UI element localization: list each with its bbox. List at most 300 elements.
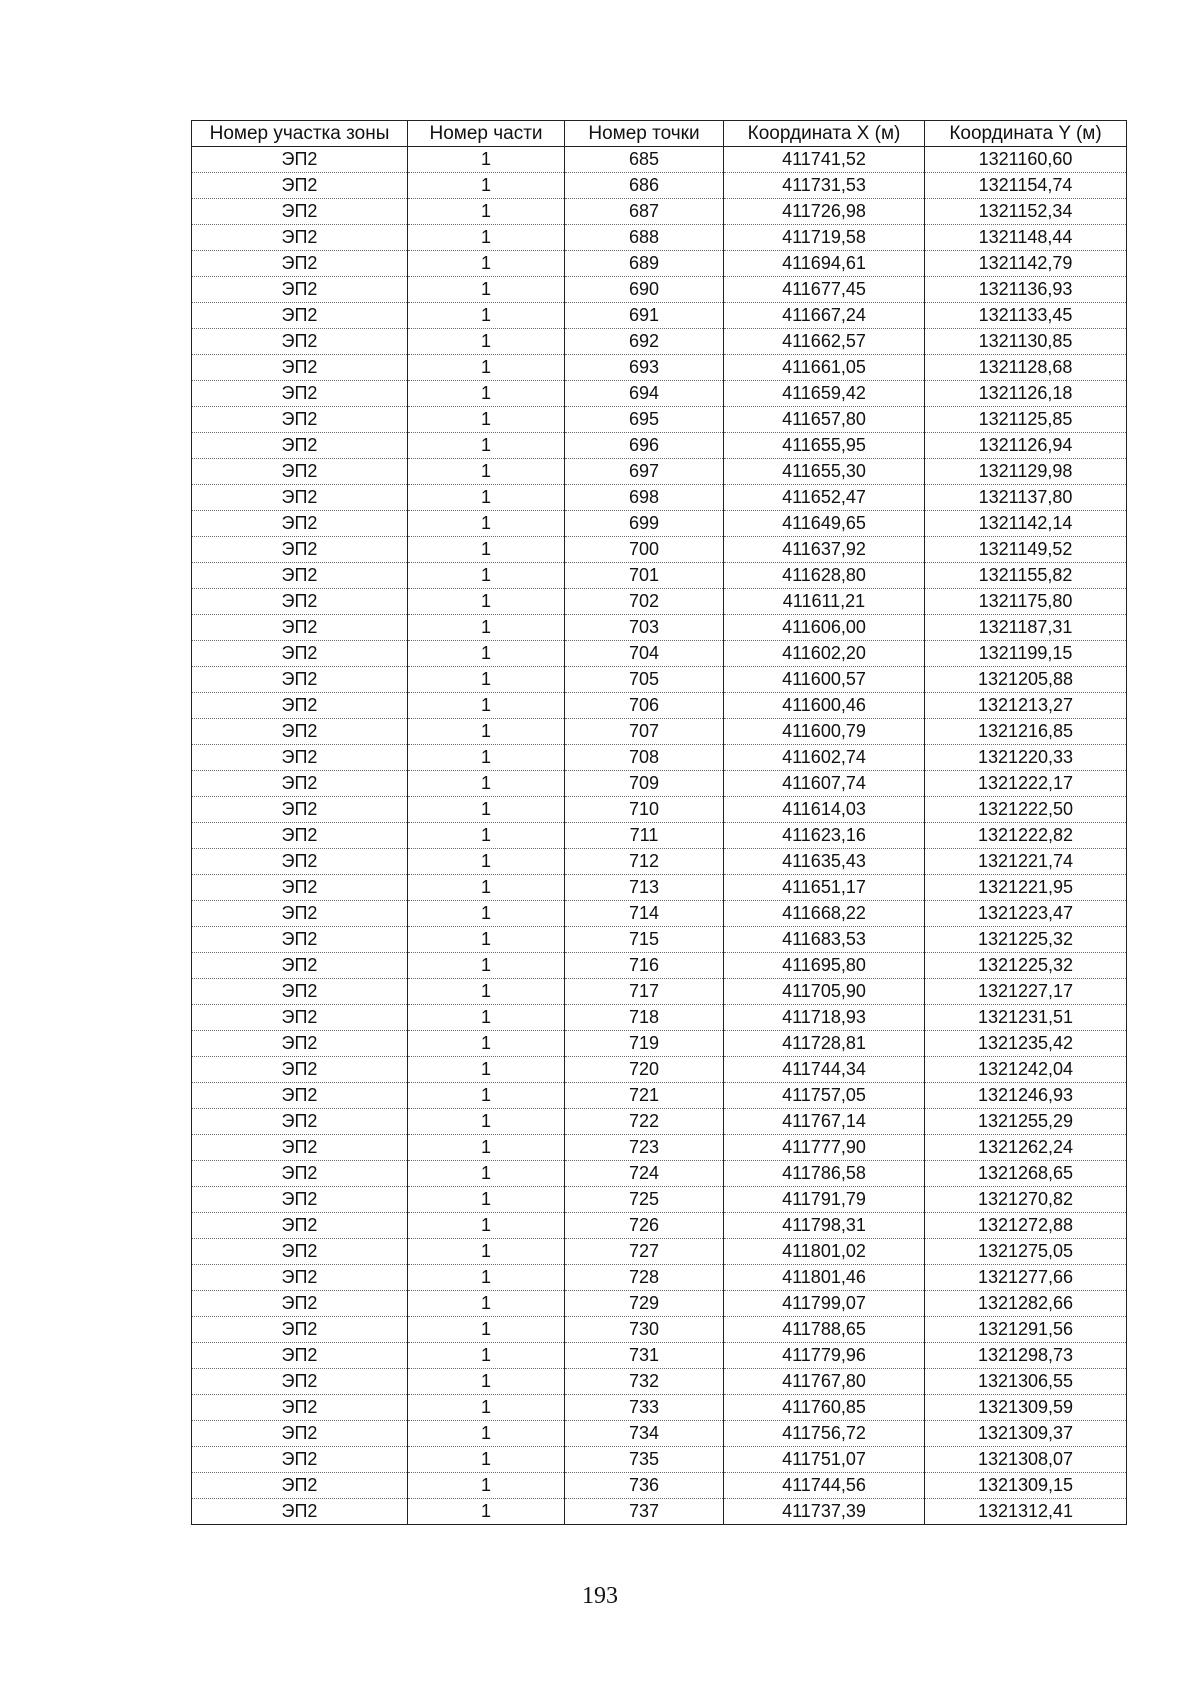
cell-coordinate-y: 1321225,32: [925, 927, 1127, 953]
cell-coordinate-y: 1321291,56: [925, 1317, 1127, 1343]
cell-coordinate-y: 1321262,24: [925, 1135, 1127, 1161]
cell-coordinate-y: 1321155,82: [925, 563, 1127, 589]
cell-coordinate-x: 411602,74: [724, 745, 925, 771]
cell-point-number: 707: [565, 719, 724, 745]
cell-coordinate-x: 411741,52: [724, 147, 925, 173]
cell-coordinate-y: 1321298,73: [925, 1343, 1127, 1369]
cell-coordinate-x: 411600,57: [724, 667, 925, 693]
cell-coordinate-y: 1321222,17: [925, 771, 1127, 797]
cell-coordinate-x: 411652,47: [724, 485, 925, 511]
cell-part-number: 1: [408, 1395, 565, 1421]
cell-coordinate-x: 411655,30: [724, 459, 925, 485]
cell-zone-section: ЭП2: [192, 485, 408, 511]
cell-zone-section: ЭП2: [192, 1161, 408, 1187]
cell-zone-section: ЭП2: [192, 1473, 408, 1499]
cell-part-number: 1: [408, 277, 565, 303]
cell-part-number: 1: [408, 1135, 565, 1161]
cell-part-number: 1: [408, 901, 565, 927]
cell-zone-section: ЭП2: [192, 329, 408, 355]
cell-zone-section: ЭП2: [192, 1005, 408, 1031]
cell-part-number: 1: [408, 693, 565, 719]
cell-part-number: 1: [408, 1265, 565, 1291]
cell-coordinate-x: 411731,53: [724, 173, 925, 199]
cell-coordinate-y: 1321309,15: [925, 1473, 1127, 1499]
cell-part-number: 1: [408, 303, 565, 329]
cell-point-number: 734: [565, 1421, 724, 1447]
cell-coordinate-x: 411744,34: [724, 1057, 925, 1083]
cell-part-number: 1: [408, 225, 565, 251]
cell-zone-section: ЭП2: [192, 381, 408, 407]
cell-point-number: 695: [565, 407, 724, 433]
cell-coordinate-y: 1321235,42: [925, 1031, 1127, 1057]
cell-coordinate-y: 1321220,33: [925, 745, 1127, 771]
cell-coordinate-y: 1321216,85: [925, 719, 1127, 745]
cell-part-number: 1: [408, 927, 565, 953]
cell-coordinate-x: 411744,56: [724, 1473, 925, 1499]
cell-zone-section: ЭП2: [192, 355, 408, 381]
table-row: [192, 1213, 1127, 1239]
cell-zone-section: ЭП2: [192, 797, 408, 823]
cell-part-number: 1: [408, 1343, 565, 1369]
cell-coordinate-x: 411760,85: [724, 1395, 925, 1421]
cell-point-number: 711: [565, 823, 724, 849]
cell-coordinate-x: 411637,92: [724, 537, 925, 563]
cell-part-number: 1: [408, 1291, 565, 1317]
cell-point-number: 706: [565, 693, 724, 719]
cell-part-number: 1: [408, 1213, 565, 1239]
cell-zone-section: ЭП2: [192, 173, 408, 199]
cell-coordinate-x: 411695,80: [724, 953, 925, 979]
cell-point-number: 696: [565, 433, 724, 459]
table-row: [192, 615, 1127, 641]
cell-coordinate-y: 1321227,17: [925, 979, 1127, 1005]
cell-coordinate-x: 411694,61: [724, 251, 925, 277]
cell-part-number: 1: [408, 1369, 565, 1395]
cell-point-number: 702: [565, 589, 724, 615]
cell-part-number: 1: [408, 979, 565, 1005]
cell-zone-section: ЭП2: [192, 1187, 408, 1213]
cell-part-number: 1: [408, 1239, 565, 1265]
table-row: [192, 277, 1127, 303]
cell-part-number: 1: [408, 563, 565, 589]
cell-coordinate-x: 411799,07: [724, 1291, 925, 1317]
cell-zone-section: ЭП2: [192, 745, 408, 771]
cell-point-number: 717: [565, 979, 724, 1005]
cell-coordinate-x: 411767,14: [724, 1109, 925, 1135]
cell-point-number: 736: [565, 1473, 724, 1499]
cell-coordinate-x: 411611,21: [724, 589, 925, 615]
cell-point-number: 737: [565, 1499, 724, 1525]
cell-point-number: 716: [565, 953, 724, 979]
cell-part-number: 1: [408, 615, 565, 641]
table-row: [192, 641, 1127, 667]
cell-coordinate-y: 1321199,15: [925, 641, 1127, 667]
cell-coordinate-y: 1321149,52: [925, 537, 1127, 563]
cell-point-number: 732: [565, 1369, 724, 1395]
cell-point-number: 693: [565, 355, 724, 381]
cell-zone-section: ЭП2: [192, 1213, 408, 1239]
cell-point-number: 718: [565, 1005, 724, 1031]
cell-zone-section: ЭП2: [192, 1317, 408, 1343]
cell-part-number: 1: [408, 1187, 565, 1213]
cell-zone-section: ЭП2: [192, 199, 408, 225]
table-row: [192, 1109, 1127, 1135]
table-row: [192, 537, 1127, 563]
cell-point-number: 694: [565, 381, 724, 407]
cell-coordinate-x: 411649,65: [724, 511, 925, 537]
table-row: [192, 173, 1127, 199]
table-row: [192, 1421, 1127, 1447]
cell-coordinate-y: 1321222,82: [925, 823, 1127, 849]
cell-coordinate-y: 1321306,55: [925, 1369, 1127, 1395]
cell-zone-section: ЭП2: [192, 1291, 408, 1317]
cell-coordinate-x: 411600,46: [724, 693, 925, 719]
cell-zone-section: ЭП2: [192, 771, 408, 797]
cell-zone-section: ЭП2: [192, 1031, 408, 1057]
cell-coordinate-x: 411791,79: [724, 1187, 925, 1213]
cell-coordinate-y: 1321137,80: [925, 485, 1127, 511]
table-row: [192, 1369, 1127, 1395]
cell-zone-section: ЭП2: [192, 303, 408, 329]
cell-part-number: 1: [408, 797, 565, 823]
table-row: [192, 1473, 1127, 1499]
cell-coordinate-x: 411737,39: [724, 1499, 925, 1525]
cell-part-number: 1: [408, 875, 565, 901]
cell-part-number: 1: [408, 771, 565, 797]
coordinates-table: [191, 120, 1127, 1525]
cell-point-number: 704: [565, 641, 724, 667]
cell-coordinate-x: 411635,43: [724, 849, 925, 875]
cell-point-number: 729: [565, 1291, 724, 1317]
cell-zone-section: ЭП2: [192, 1265, 408, 1291]
table-row: [192, 1083, 1127, 1109]
cell-zone-section: ЭП2: [192, 589, 408, 615]
cell-point-number: 689: [565, 251, 724, 277]
table-row: [192, 1239, 1127, 1265]
cell-part-number: 1: [408, 823, 565, 849]
table-row: [192, 303, 1127, 329]
table-row: [192, 355, 1127, 381]
cell-part-number: 1: [408, 667, 565, 693]
cell-part-number: 1: [408, 407, 565, 433]
cell-coordinate-y: 1321309,37: [925, 1421, 1127, 1447]
cell-coordinate-y: 1321142,79: [925, 251, 1127, 277]
cell-point-number: 715: [565, 927, 724, 953]
cell-coordinate-y: 1321148,44: [925, 225, 1127, 251]
cell-coordinate-x: 411667,24: [724, 303, 925, 329]
cell-part-number: 1: [408, 719, 565, 745]
cell-part-number: 1: [408, 459, 565, 485]
header-coordinate-y: Координата Y (м): [925, 121, 1127, 147]
cell-coordinate-x: 411726,98: [724, 199, 925, 225]
cell-coordinate-y: 1321282,66: [925, 1291, 1127, 1317]
cell-coordinate-y: 1321272,88: [925, 1213, 1127, 1239]
cell-coordinate-x: 411728,81: [724, 1031, 925, 1057]
cell-coordinate-y: 1321275,05: [925, 1239, 1127, 1265]
cell-part-number: 1: [408, 1057, 565, 1083]
cell-coordinate-x: 411788,65: [724, 1317, 925, 1343]
cell-coordinate-x: 411677,45: [724, 277, 925, 303]
table-row: [192, 1291, 1127, 1317]
cell-coordinate-y: 1321205,88: [925, 667, 1127, 693]
table-row: [192, 459, 1127, 485]
cell-part-number: 1: [408, 849, 565, 875]
cell-coordinate-y: 1321242,04: [925, 1057, 1127, 1083]
cell-point-number: 709: [565, 771, 724, 797]
table-row: [192, 1005, 1127, 1031]
cell-zone-section: ЭП2: [192, 1057, 408, 1083]
table-row: [192, 1317, 1127, 1343]
cell-coordinate-x: 411657,80: [724, 407, 925, 433]
cell-coordinate-x: 411786,58: [724, 1161, 925, 1187]
cell-point-number: 728: [565, 1265, 724, 1291]
table-row: [192, 953, 1127, 979]
table-row: [192, 589, 1127, 615]
cell-zone-section: ЭП2: [192, 1499, 408, 1525]
cell-part-number: 1: [408, 1083, 565, 1109]
table-row: [192, 147, 1127, 173]
header-point-number: Номер точки: [565, 121, 724, 147]
cell-point-number: 722: [565, 1109, 724, 1135]
cell-point-number: 720: [565, 1057, 724, 1083]
cell-point-number: 700: [565, 537, 724, 563]
table-row: [192, 1343, 1127, 1369]
cell-zone-section: ЭП2: [192, 433, 408, 459]
cell-coordinate-x: 411757,05: [724, 1083, 925, 1109]
cell-point-number: 713: [565, 875, 724, 901]
cell-zone-section: ЭП2: [192, 1447, 408, 1473]
cell-coordinate-y: 1321142,14: [925, 511, 1127, 537]
cell-coordinate-x: 411751,07: [724, 1447, 925, 1473]
cell-coordinate-y: 1321225,32: [925, 953, 1127, 979]
cell-point-number: 703: [565, 615, 724, 641]
table-row: [192, 979, 1127, 1005]
cell-coordinate-x: 411662,57: [724, 329, 925, 355]
table-row: [192, 1135, 1127, 1161]
table-row: [192, 771, 1127, 797]
cell-point-number: 687: [565, 199, 724, 225]
cell-coordinate-y: 1321128,68: [925, 355, 1127, 381]
cell-zone-section: ЭП2: [192, 251, 408, 277]
cell-point-number: 691: [565, 303, 724, 329]
table-row: [192, 563, 1127, 589]
cell-part-number: 1: [408, 641, 565, 667]
cell-coordinate-x: 411668,22: [724, 901, 925, 927]
cell-coordinate-x: 411651,17: [724, 875, 925, 901]
cell-coordinate-x: 411767,80: [724, 1369, 925, 1395]
table-row: [192, 875, 1127, 901]
cell-part-number: 1: [408, 147, 565, 173]
table-row: [192, 1265, 1127, 1291]
cell-zone-section: ЭП2: [192, 537, 408, 563]
page-number: 193: [582, 1583, 618, 1609]
cell-point-number: 685: [565, 147, 724, 173]
cell-zone-section: ЭП2: [192, 147, 408, 173]
cell-coordinate-x: 411801,46: [724, 1265, 925, 1291]
cell-zone-section: ЭП2: [192, 1239, 408, 1265]
cell-part-number: 1: [408, 173, 565, 199]
cell-coordinate-x: 411756,72: [724, 1421, 925, 1447]
cell-coordinate-y: 1321308,07: [925, 1447, 1127, 1473]
table-row: [192, 849, 1127, 875]
cell-zone-section: ЭП2: [192, 1083, 408, 1109]
cell-part-number: 1: [408, 1317, 565, 1343]
table-row: [192, 1395, 1127, 1421]
cell-point-number: 690: [565, 277, 724, 303]
cell-coordinate-x: 411602,20: [724, 641, 925, 667]
cell-coordinate-x: 411798,31: [724, 1213, 925, 1239]
header-row: [192, 121, 1127, 147]
cell-point-number: 686: [565, 173, 724, 199]
table-row: [192, 719, 1127, 745]
table-row: [192, 485, 1127, 511]
cell-coordinate-y: 1321309,59: [925, 1395, 1127, 1421]
cell-point-number: 701: [565, 563, 724, 589]
table-row: [192, 745, 1127, 771]
cell-point-number: 714: [565, 901, 724, 927]
table-row: [192, 407, 1127, 433]
cell-coordinate-x: 411801,02: [724, 1239, 925, 1265]
cell-zone-section: ЭП2: [192, 407, 408, 433]
table-row: [192, 381, 1127, 407]
cell-part-number: 1: [408, 1421, 565, 1447]
table-row: [192, 1499, 1127, 1525]
cell-zone-section: ЭП2: [192, 563, 408, 589]
table-row: [192, 797, 1127, 823]
header-coordinate-x: Координата X (м): [724, 121, 925, 147]
table-row: [192, 1031, 1127, 1057]
cell-point-number: 724: [565, 1161, 724, 1187]
cell-coordinate-y: 1321213,27: [925, 693, 1127, 719]
table-row: [192, 1447, 1127, 1473]
cell-coordinate-x: 411600,79: [724, 719, 925, 745]
cell-point-number: 698: [565, 485, 724, 511]
cell-point-number: 712: [565, 849, 724, 875]
cell-coordinate-y: 1321129,98: [925, 459, 1127, 485]
cell-part-number: 1: [408, 1161, 565, 1187]
cell-coordinate-x: 411607,74: [724, 771, 925, 797]
cell-coordinate-y: 1321231,51: [925, 1005, 1127, 1031]
cell-zone-section: ЭП2: [192, 615, 408, 641]
cell-point-number: 725: [565, 1187, 724, 1213]
table-row: [192, 329, 1127, 355]
cell-zone-section: ЭП2: [192, 823, 408, 849]
cell-zone-section: ЭП2: [192, 979, 408, 1005]
cell-coordinate-y: 1321223,47: [925, 901, 1127, 927]
cell-coordinate-y: 1321126,18: [925, 381, 1127, 407]
cell-coordinate-y: 1321222,50: [925, 797, 1127, 823]
table-row: [192, 199, 1127, 225]
cell-part-number: 1: [408, 1499, 565, 1525]
cell-coordinate-y: 1321133,45: [925, 303, 1127, 329]
cell-coordinate-x: 411628,80: [724, 563, 925, 589]
cell-part-number: 1: [408, 329, 565, 355]
cell-point-number: 699: [565, 511, 724, 537]
cell-part-number: 1: [408, 1005, 565, 1031]
cell-point-number: 710: [565, 797, 724, 823]
cell-part-number: 1: [408, 485, 565, 511]
cell-part-number: 1: [408, 381, 565, 407]
cell-zone-section: ЭП2: [192, 953, 408, 979]
cell-part-number: 1: [408, 251, 565, 277]
table-row: [192, 823, 1127, 849]
cell-zone-section: ЭП2: [192, 849, 408, 875]
cell-coordinate-y: 1321187,31: [925, 615, 1127, 641]
cell-coordinate-y: 1321160,60: [925, 147, 1127, 173]
cell-coordinate-y: 1321277,66: [925, 1265, 1127, 1291]
cell-coordinate-y: 1321246,93: [925, 1083, 1127, 1109]
cell-point-number: 727: [565, 1239, 724, 1265]
cell-point-number: 733: [565, 1395, 724, 1421]
cell-point-number: 723: [565, 1135, 724, 1161]
cell-part-number: 1: [408, 1109, 565, 1135]
cell-part-number: 1: [408, 745, 565, 771]
cell-coordinate-y: 1321126,94: [925, 433, 1127, 459]
cell-coordinate-y: 1321130,85: [925, 329, 1127, 355]
table-row: [192, 927, 1127, 953]
cell-part-number: 1: [408, 953, 565, 979]
header-part-number: Номер части: [408, 121, 565, 147]
cell-part-number: 1: [408, 1031, 565, 1057]
cell-point-number: 721: [565, 1083, 724, 1109]
cell-coordinate-y: 1321270,82: [925, 1187, 1127, 1213]
cell-coordinate-y: 1321221,95: [925, 875, 1127, 901]
cell-zone-section: ЭП2: [192, 1395, 408, 1421]
cell-coordinate-x: 411705,90: [724, 979, 925, 1005]
cell-coordinate-x: 411623,16: [724, 823, 925, 849]
cell-point-number: 697: [565, 459, 724, 485]
table-row: [192, 251, 1127, 277]
cell-coordinate-x: 411661,05: [724, 355, 925, 381]
cell-coordinate-x: 411683,53: [724, 927, 925, 953]
cell-coordinate-x: 411779,96: [724, 1343, 925, 1369]
cell-point-number: 726: [565, 1213, 724, 1239]
cell-zone-section: ЭП2: [192, 1421, 408, 1447]
cell-coordinate-x: 411718,93: [724, 1005, 925, 1031]
cell-coordinate-x: 411659,42: [724, 381, 925, 407]
cell-coordinate-y: 1321125,85: [925, 407, 1127, 433]
cell-zone-section: ЭП2: [192, 511, 408, 537]
cell-zone-section: ЭП2: [192, 1135, 408, 1161]
cell-coordinate-x: 411777,90: [724, 1135, 925, 1161]
table-row: [192, 693, 1127, 719]
cell-zone-section: ЭП2: [192, 693, 408, 719]
cell-zone-section: ЭП2: [192, 459, 408, 485]
cell-coordinate-x: 411606,00: [724, 615, 925, 641]
cell-coordinate-y: 1321255,29: [925, 1109, 1127, 1135]
header-zone-section: Номер участка зоны: [192, 121, 408, 147]
cell-coordinate-y: 1321136,93: [925, 277, 1127, 303]
cell-coordinate-x: 411719,58: [724, 225, 925, 251]
cell-point-number: 730: [565, 1317, 724, 1343]
table-row: [192, 511, 1127, 537]
cell-point-number: 719: [565, 1031, 724, 1057]
cell-point-number: 692: [565, 329, 724, 355]
cell-part-number: 1: [408, 1447, 565, 1473]
cell-zone-section: ЭП2: [192, 1343, 408, 1369]
cell-zone-section: ЭП2: [192, 225, 408, 251]
cell-zone-section: ЭП2: [192, 719, 408, 745]
cell-zone-section: ЭП2: [192, 1109, 408, 1135]
cell-part-number: 1: [408, 355, 565, 381]
cell-zone-section: ЭП2: [192, 277, 408, 303]
cell-part-number: 1: [408, 511, 565, 537]
cell-coordinate-x: 411614,03: [724, 797, 925, 823]
cell-zone-section: ЭП2: [192, 641, 408, 667]
cell-point-number: 731: [565, 1343, 724, 1369]
table-row: [192, 901, 1127, 927]
cell-coordinate-x: 411655,95: [724, 433, 925, 459]
